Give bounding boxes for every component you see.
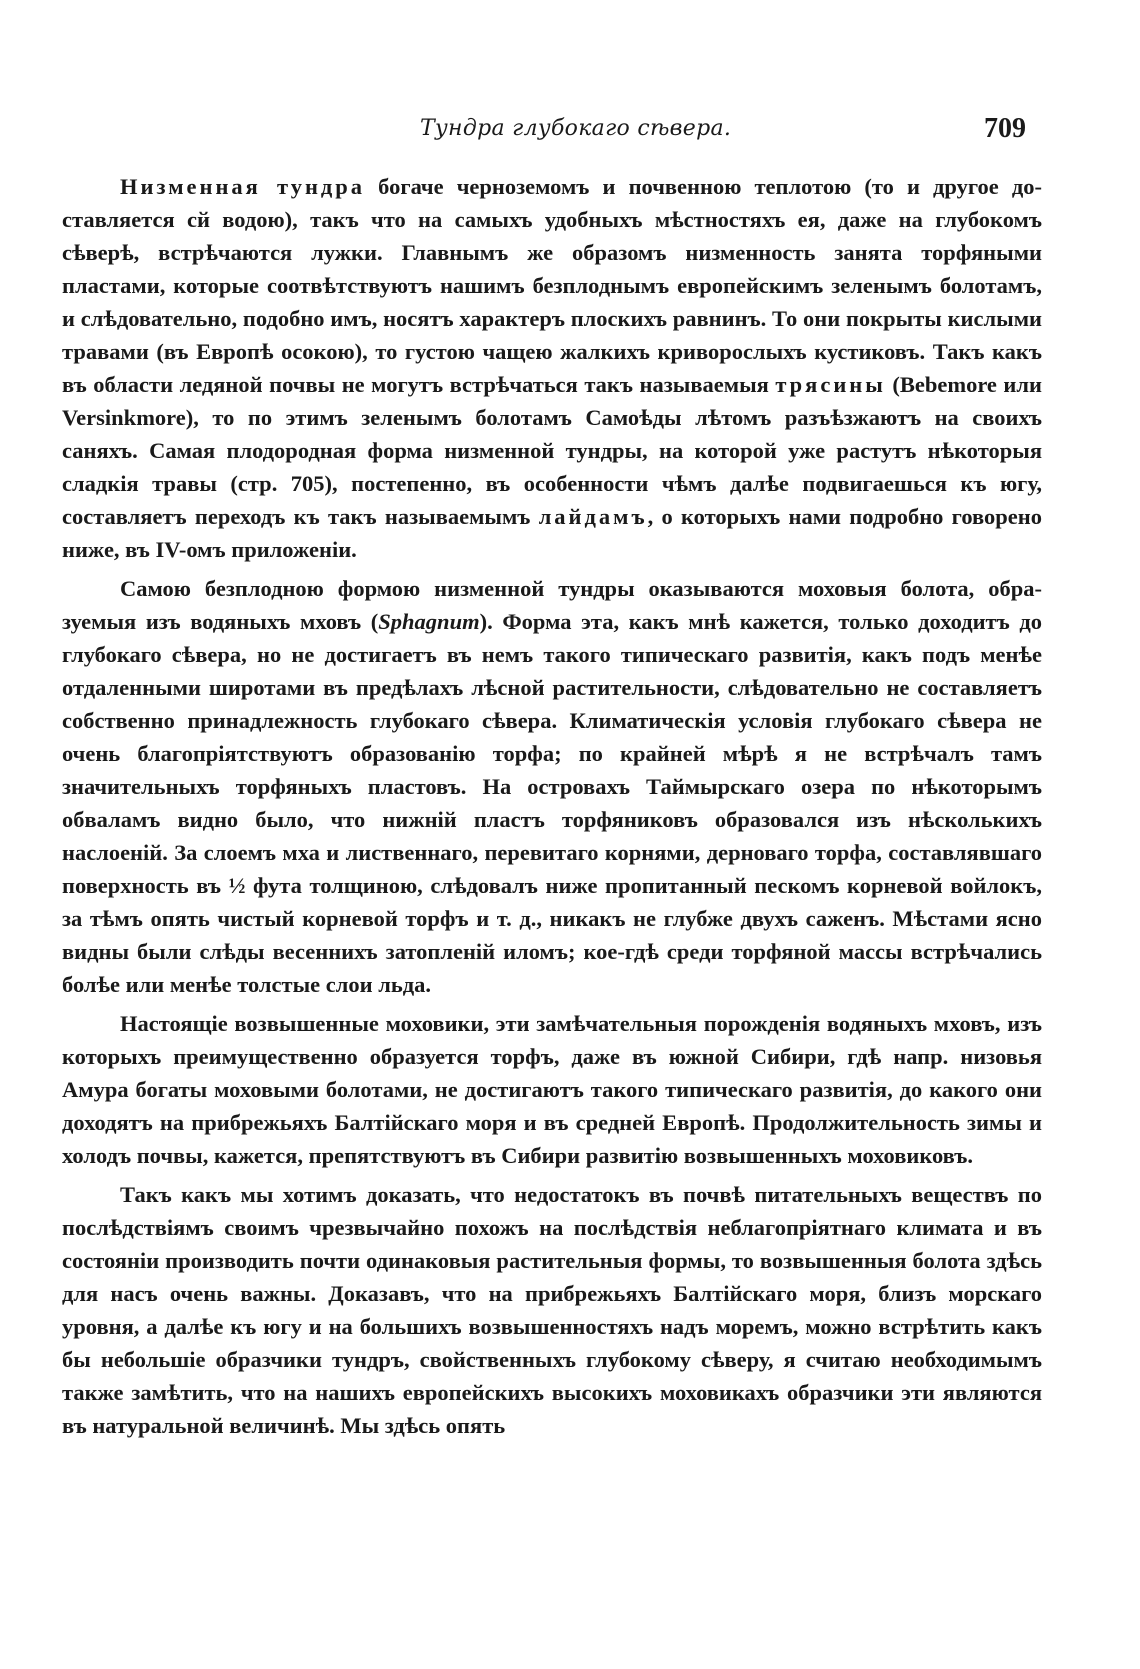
- term-sphagnum: Sphagnum: [378, 609, 480, 634]
- running-head: [0, 113, 1140, 156]
- paragraph-3: Настоящіе возвышенные моховики, эти замѣчательныя порожденія водяныхъ мховъ, изъ которыхъ преимущественно образуется торфъ, даже въ южной Сибири, гдѣ напр. низовья Амура богаты моховыми болотами, не достигаютъ такого типическаго развитія, до какого они доходятъ на прибрежьяхъ Балтійскаго моря и въ средней Европѣ. Продолжительность зимы и холодъ почвы, кажется, препятствуютъ въ Сибири развитію возвышенныхъ моховиковъ.: [62, 1011, 1042, 1168]
- paragraph-4: Такъ какъ мы хотимъ доказать, что недостатокъ въ почвѣ питательныхъ веществъ по послѣдствіямъ своимъ чрезвычайно похожъ на послѣдствія неблагопріятнаго климата и въ состояніи производить почти одинаковыя растительныя формы, то возвышенныя болота здѣсь для насъ очень важны. Доказавъ, что на прибрежьяхъ Балтійскаго моря, близъ морскаго уровня, а далѣе къ югу и на большихъ возвышенностяхъ надъ моремъ, можно встрѣтить какъ бы небольшіе образчики тундръ, свойственныхъ глубокому сѣверу, я считаю необходимымъ также замѣтить, что на нашихъ европейскихъ высокихъ моховикахъ образчики эти являются въ натуральной величинѣ. Мы здѣсь опять: [62, 1182, 1042, 1438]
- running-title: Тундра глубокаго сѣвера.: [420, 116, 732, 141]
- term-lowland-tundra: Низменная тундра: [120, 174, 366, 199]
- page-number: 709: [984, 113, 1026, 144]
- paragraph-2-text-a: Самою безплодною формою низменной тундры оказываются моховыя болота, образуемыя изъ водяныхъ мховъ (: [62, 576, 1042, 634]
- paragraph-2-text-b: ). Форма эта, какъ мнѣ кажется, только доходитъ до глубокаго сѣвера, но не достигаетъ въ немъ такого типическаго развитія, какъ подъ менѣе отдаленными широтами въ предѣлахъ лѣсной растительности, слѣдовательно не составляетъ собственно принадлежность глубокаго сѣвера. Климатическія условія глубокаго сѣвера не очень благопріятствуютъ образованію торфа; по крайней мѣрѣ я не встрѣчалъ тамъ значительныхъ торфяныхъ пластовъ. На островахъ Таймырскаго озера по нѣкоторымъ обваламъ видно было, что нижній пластъ торфяниковъ образовался изъ нѣсколькихъ наслоеній. За слоемъ мха и лиственнаго, перевитаго корнями, дерноваго торфа, составлявшаго поверхность въ ½ фута толщиною, слѣдовалъ ниже пропитанный пескомъ корневой войлокъ, за тѣмъ опять чистый корневой торфъ и т. д., никакъ не глубже двухъ саженъ. Мѣстами ясно видны были слѣды весеннихъ затопленій иломъ; кое-гдѣ среди торфяной массы встрѣчались болѣе или менѣе толстые слои льда.: [62, 609, 1042, 997]
- paragraph-1-text-c: , о которыхъ нами подробно говорено ниже, въ IV-омъ приложеніи.: [62, 504, 1042, 562]
- body-text: [62, 170, 1042, 1448]
- paragraph-1-text-b: (Bebemore или Versinkmore), то по этимъ зеленымъ болотамъ Самоѣды лѣтомъ разъѣзжаютъ на своихъ саняхъ. Самая плодородная форма низменной тундры, на которой уже растутъ нѣкоторыя сладкія травы (стр. 705), постепенно, въ особенности чѣмъ далѣе подвигаешься къ югу, составляетъ переходъ къ такъ называемымъ: [62, 372, 1042, 529]
- term-quagmires: трясины: [775, 372, 886, 397]
- paragraph-2: [62, 572, 1042, 1001]
- paragraph-1-text-a: богаче черноземомъ и почвенною теплотою (то и другое доставляется сй водою), такъ что на самыхъ удобныхъ мѣстностяхъ ея, даже на глубокомъ сѣверѣ, встрѣчаются лужки. Главнымъ же образомъ низменность занята торфяными пластами, которые соотвѣтствуютъ нашимъ безплоднымъ европейскимъ зеленымъ болотамъ, и слѣдовательно, подобно имъ, носятъ характеръ плоскихъ равнинъ. То они покрыты кислыми травами (въ Европѣ осокою), то густою чащею жалкихъ криворослыхъ кустиковъ. Такъ какъ въ области ледяной почвы не могутъ встрѣчаться такъ называемыя: [62, 174, 1042, 397]
- paragraph-1: [62, 170, 1042, 566]
- term-laidy: лайдамъ: [538, 504, 648, 529]
